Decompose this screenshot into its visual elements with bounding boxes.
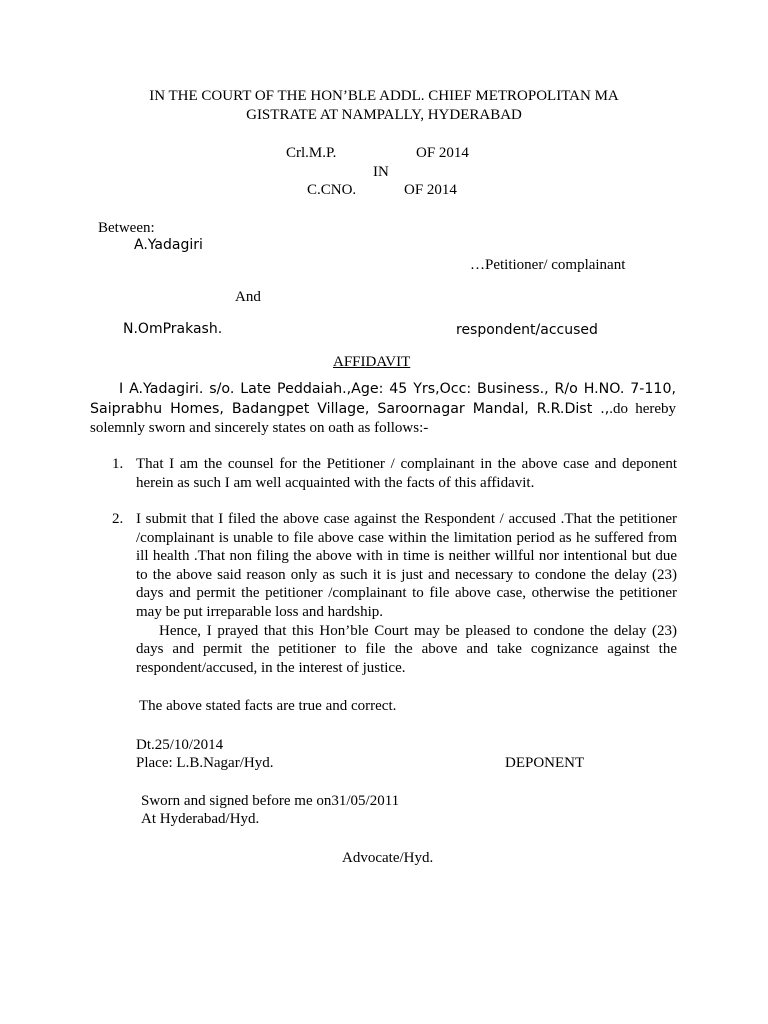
prayer-paragraph: Hence, I prayed that this Hon’ble Court may be pleased to condone the delay (23) days and permit the petitioner to file the above and take cognizance against the respondent/accused, in the interest of justice. [136,622,677,676]
affidavit-item-1 [136,455,677,492]
sworn-place: At Hyderabad/Hyd. [141,811,260,827]
oath-statement: .do hereby solemnly sworn and sincerely states on oath as follows:- [90,400,677,436]
sworn-line: Sworn and signed before me on31/05/2011 [141,793,400,809]
and-label: And [235,289,261,305]
item-number: 2. [112,511,124,527]
respondent-role: respondent/accused [456,322,598,338]
signature-place: Place: L.B.Nagar/Hyd. [136,755,274,771]
deponent-intro [90,380,676,439]
petitioner-role: …Petitioner/ complainant [470,257,626,273]
in-label: IN [373,164,389,180]
advocate-signature: Advocate/Hyd. [342,850,434,866]
crlmp-year: OF 2014 [416,145,469,161]
crlmp-label: Crl.M.P. [286,145,337,161]
item-number: 1. [112,456,124,472]
item-text: That I am the counsel for the Petitioner / complainant in the above case and deponent herein as such I am well acquainted with the facts of this affidavit. [136,456,677,491]
signature-date: Dt.25/10/2014 [136,737,224,753]
ccno-year: OF 2014 [404,182,457,198]
affidavit-title: AFFIDAVIT [333,354,411,370]
item-text: I submit that I filed the above case against the Respondent / accused .That the petitioner /complainant is unable to file above case within the limitation period as he suffered from ill health .That non filing the above with in time is neither willful nor intentional but due to the above said reason only as such it is just and necessary to condone the delay (23) days and permit the petitioner /complainant to file above case, otherwise the petitioner may be put irreparable loss and hardship. [136,511,677,620]
facts-statement: The above stated facts are true and correct. [139,698,397,714]
affidavit-item-2 [136,510,677,677]
between-label: Between: [98,220,155,236]
court-title-line-2: GISTRATE AT NAMPALLY, HYDERABAD [246,107,522,123]
deponent-label: DEPONENT [505,755,585,771]
respondent-name: N.OmPrakash. [123,321,223,337]
petitioner-name: A.Yadagiri [134,237,203,253]
ccno-label: C.CNO. [307,182,357,198]
court-title-line-1: IN THE COURT OF THE HON’BLE ADDL. CHIEF METROPOLITAN MA [149,88,619,104]
deponent-details: I A.Yadagiri. s/o. Late Peddaiah.,Age: 45 Yrs,Occ: Business., R/o H.NO. 7-110, Saiprabhu Homes, Badangpet Village, Saroornagar Mandal, R.R.Dist ., [90,381,676,417]
